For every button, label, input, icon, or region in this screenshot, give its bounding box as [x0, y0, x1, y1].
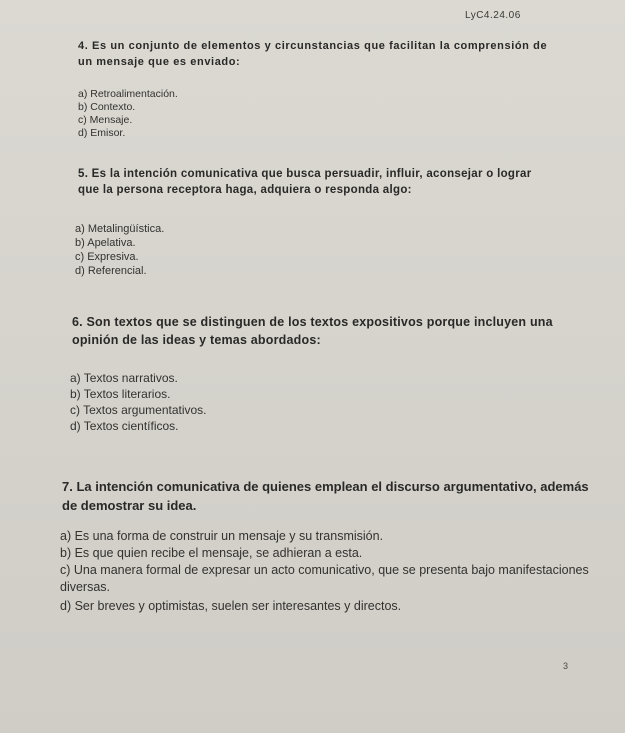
- question-7-option-c: c) Una manera formal de expresar un acto comunicativo, que se presenta bajo manifestaciones diversas.: [60, 563, 589, 594]
- question-5-option-a: a) Metalingüística.: [75, 223, 165, 235]
- question-6-option-a: a) Textos narrativos.: [70, 371, 178, 385]
- document-code: LyC4.24.06: [465, 10, 521, 21]
- question-4-option-c: c) Mensaje.: [78, 114, 133, 126]
- question-6-option-d: d) Textos científicos.: [70, 419, 179, 433]
- question-6-option-b: b) Textos literarios.: [70, 387, 171, 401]
- question-7-option-b: b) Es que quien recibe el mensaje, se adhieran a esta.: [60, 546, 363, 560]
- question-4-option-d: d) Emisor.: [78, 127, 126, 139]
- question-4: 4. Es un conjunto de elementos y circunstancias que facilitan la comprensión de un mensaje que es enviado:: [78, 40, 548, 68]
- question-4-option-a: a) Retroalimentación.: [78, 88, 178, 100]
- question-7-option-a: a) Es una forma de construir un mensaje y su transmisión.: [60, 529, 384, 543]
- question-5-option-c: c) Expresiva.: [75, 251, 139, 263]
- question-5: 5. Es la intención comunicativa que busca persuadir, influir, aconsejar o lograr que la persona receptora haga, adquiera o responda algo:: [78, 168, 532, 196]
- page-number: 3: [563, 661, 569, 671]
- question-6-option-c: c) Textos argumentativos.: [70, 403, 207, 417]
- question-5-option-d: d) Referencial.: [75, 265, 147, 277]
- question-7: 7. La intención comunicativa de quienes emplean el discurso argumentativo, además de demostrar su idea.: [62, 479, 589, 513]
- question-7-option-d: d) Ser breves y optimistas, suelen ser interesantes y directos.: [60, 599, 402, 613]
- question-6: 6. Son textos que se distinguen de los textos expositivos porque incluyen una opinión de las ideas y temas abordados:: [72, 315, 553, 347]
- question-4-option-b: b) Contexto.: [78, 101, 136, 113]
- question-5-option-b: b) Apelativa.: [75, 237, 136, 249]
